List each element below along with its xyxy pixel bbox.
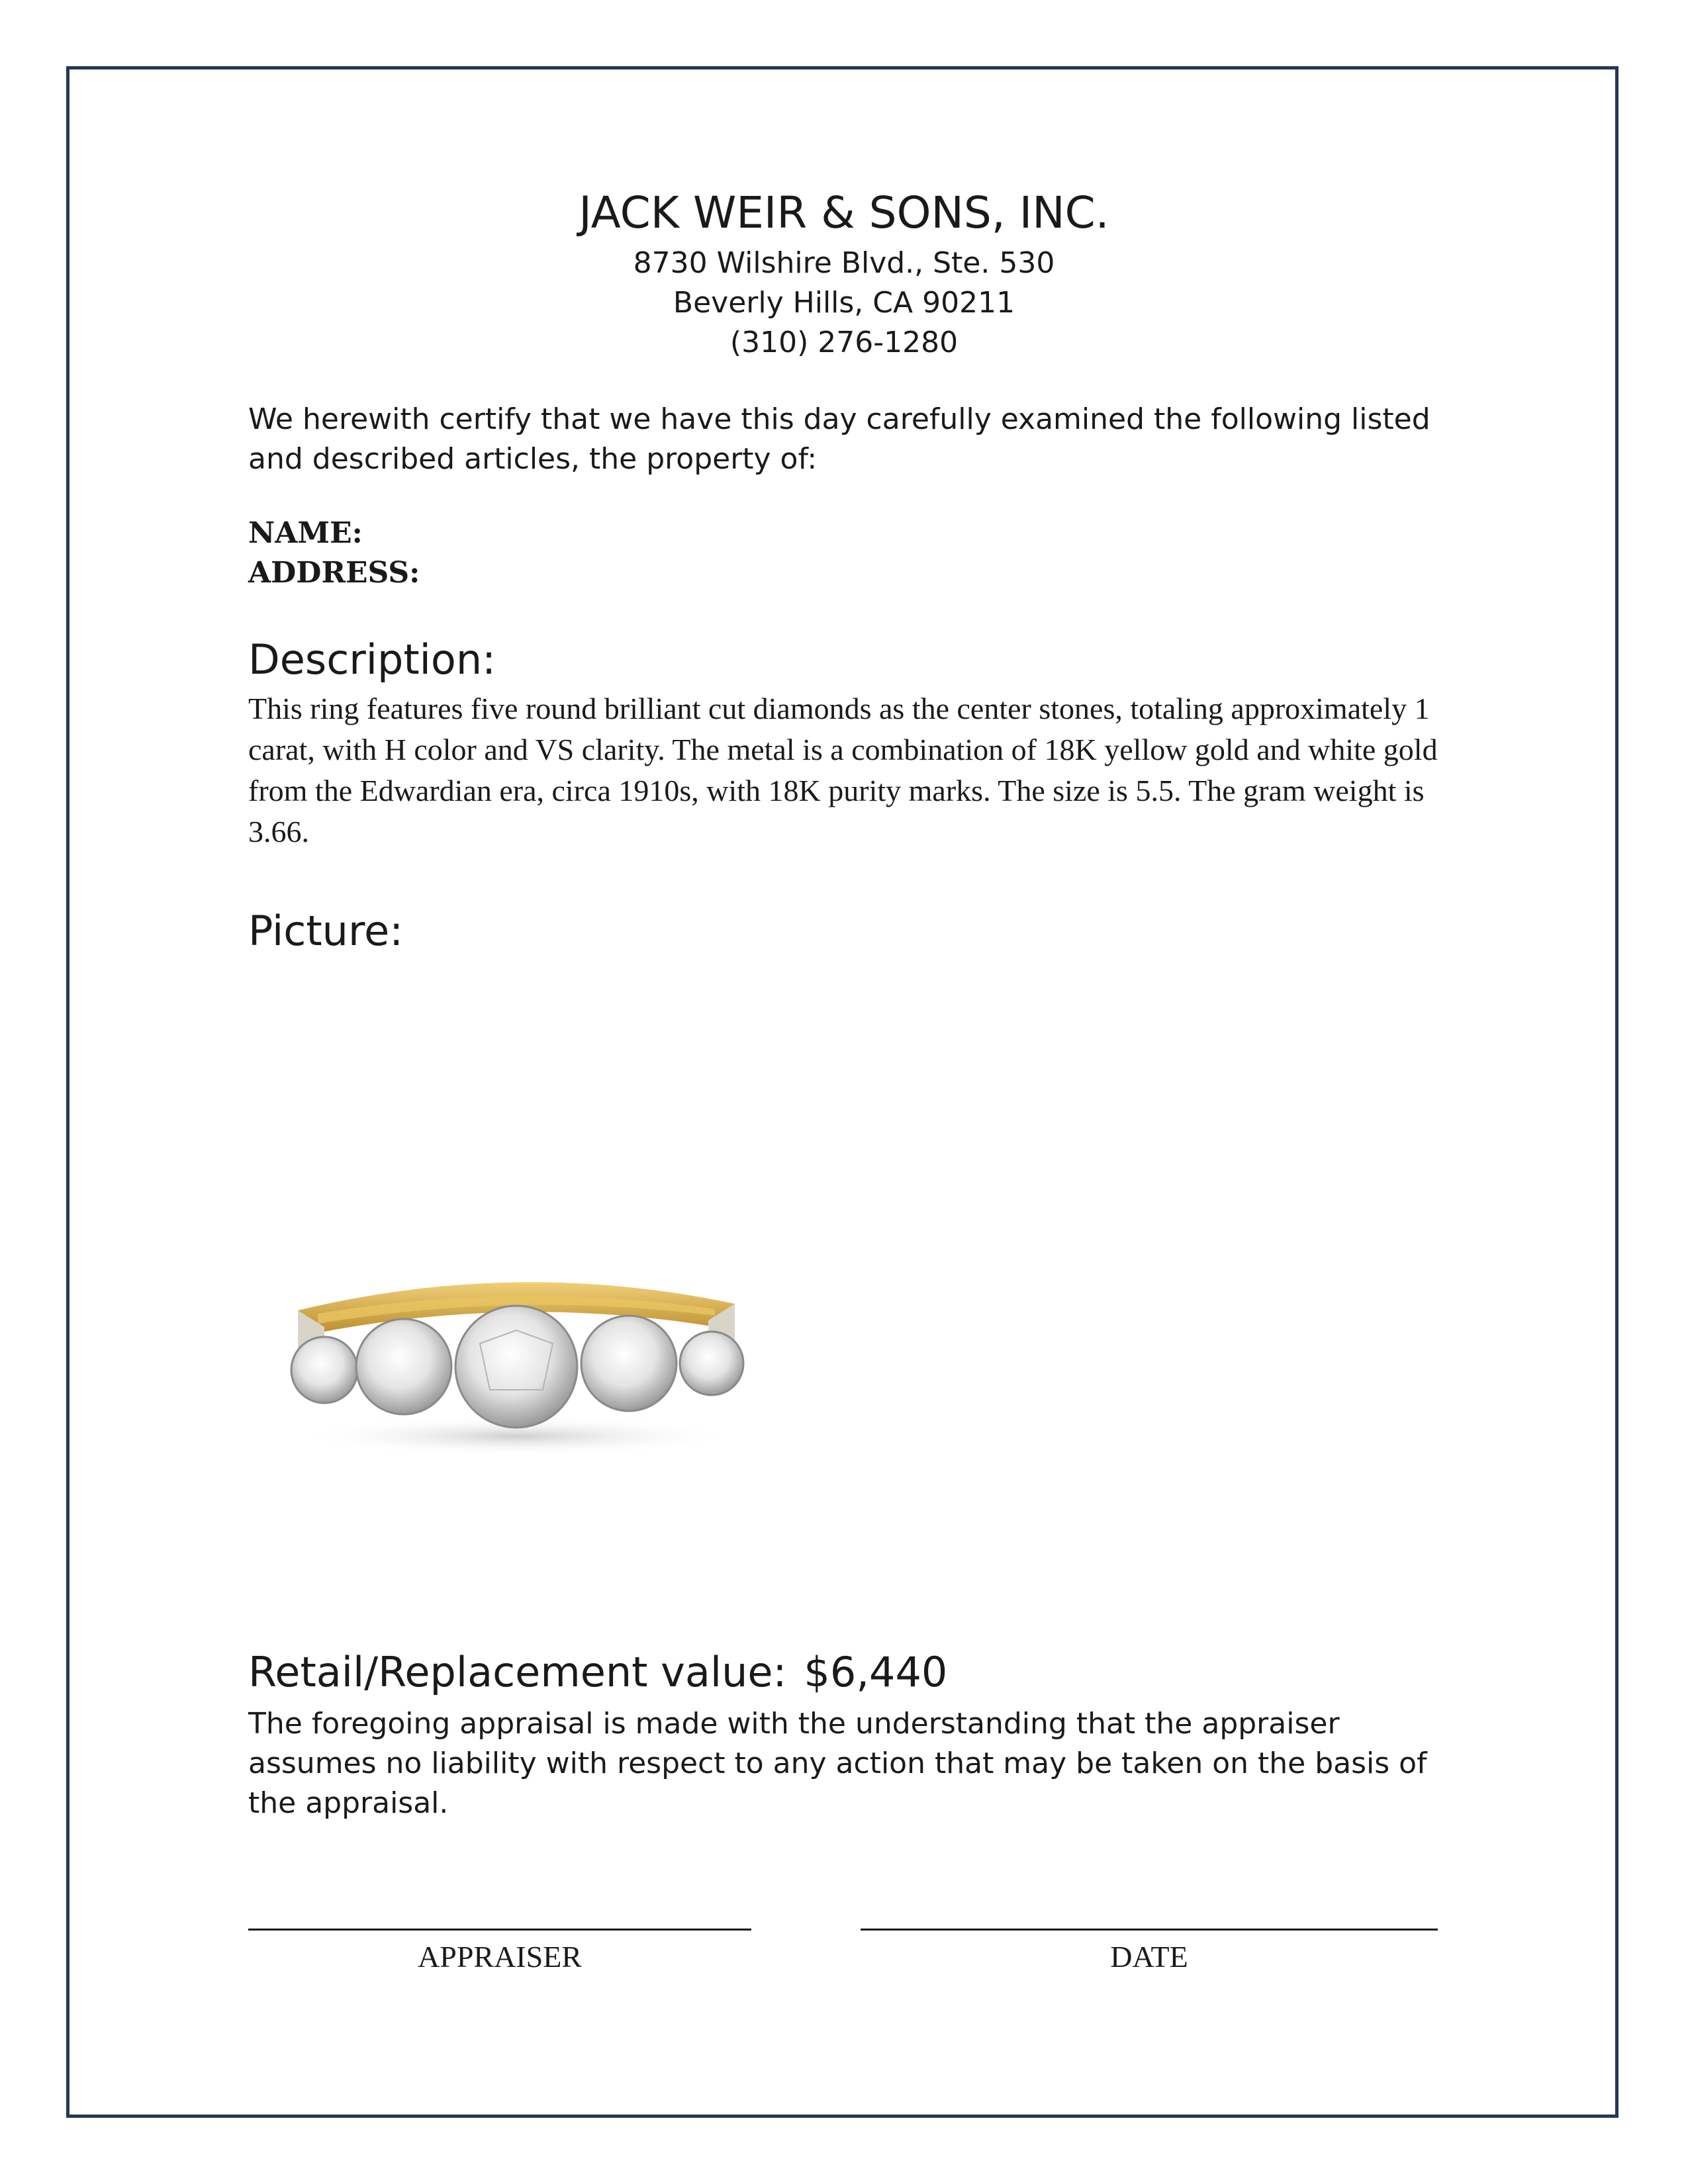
appraiser-signature-line (248, 1929, 751, 1931)
company-name: JACK WEIR & SONS, INC. (579, 187, 1109, 238)
company-phone: (310) 276-1280 (729, 326, 959, 359)
appraiser-label: APPRAISER (418, 1940, 582, 1974)
address-label: ADDRESS: (248, 556, 420, 590)
date-signature-line (861, 1929, 1438, 1931)
description-title: Description: (248, 635, 496, 684)
ring-image (278, 1231, 768, 1456)
description-body: This ring features five round brilliant cut diamonds as the center stones, totaling approximately 1 carat, with H color and VS clarity. The metal is a combination of 18K yellow gold and white gold from the Edwardian era, circa 1910s, with 18K purity marks. The size is 5.5. The gram weight is 3.66. (248, 692, 1438, 848)
company-address-line1: 8730 Wilshire Blvd., Ste. 530 (633, 246, 1055, 280)
disclaimer: The foregoing appraisal is made with the understanding that the appraiser assumes no liability with respect to any action that may be taken on the basis of the appraisal. (248, 1707, 1427, 1820)
value-row (248, 1648, 1460, 1696)
date-label: DATE (1110, 1940, 1188, 1974)
picture-title: Picture: (248, 907, 404, 955)
name-label: NAME: (248, 516, 363, 550)
value-label: Retail/Replacement value: (248, 1648, 787, 1696)
value-amount: $6,440 (804, 1648, 948, 1696)
company-address-line2: Beverly Hills, CA 90211 (673, 286, 1015, 320)
certification-intro: We herewith certify that we have this day carefully examined the following listed and described articles, the property of: (248, 402, 1430, 476)
